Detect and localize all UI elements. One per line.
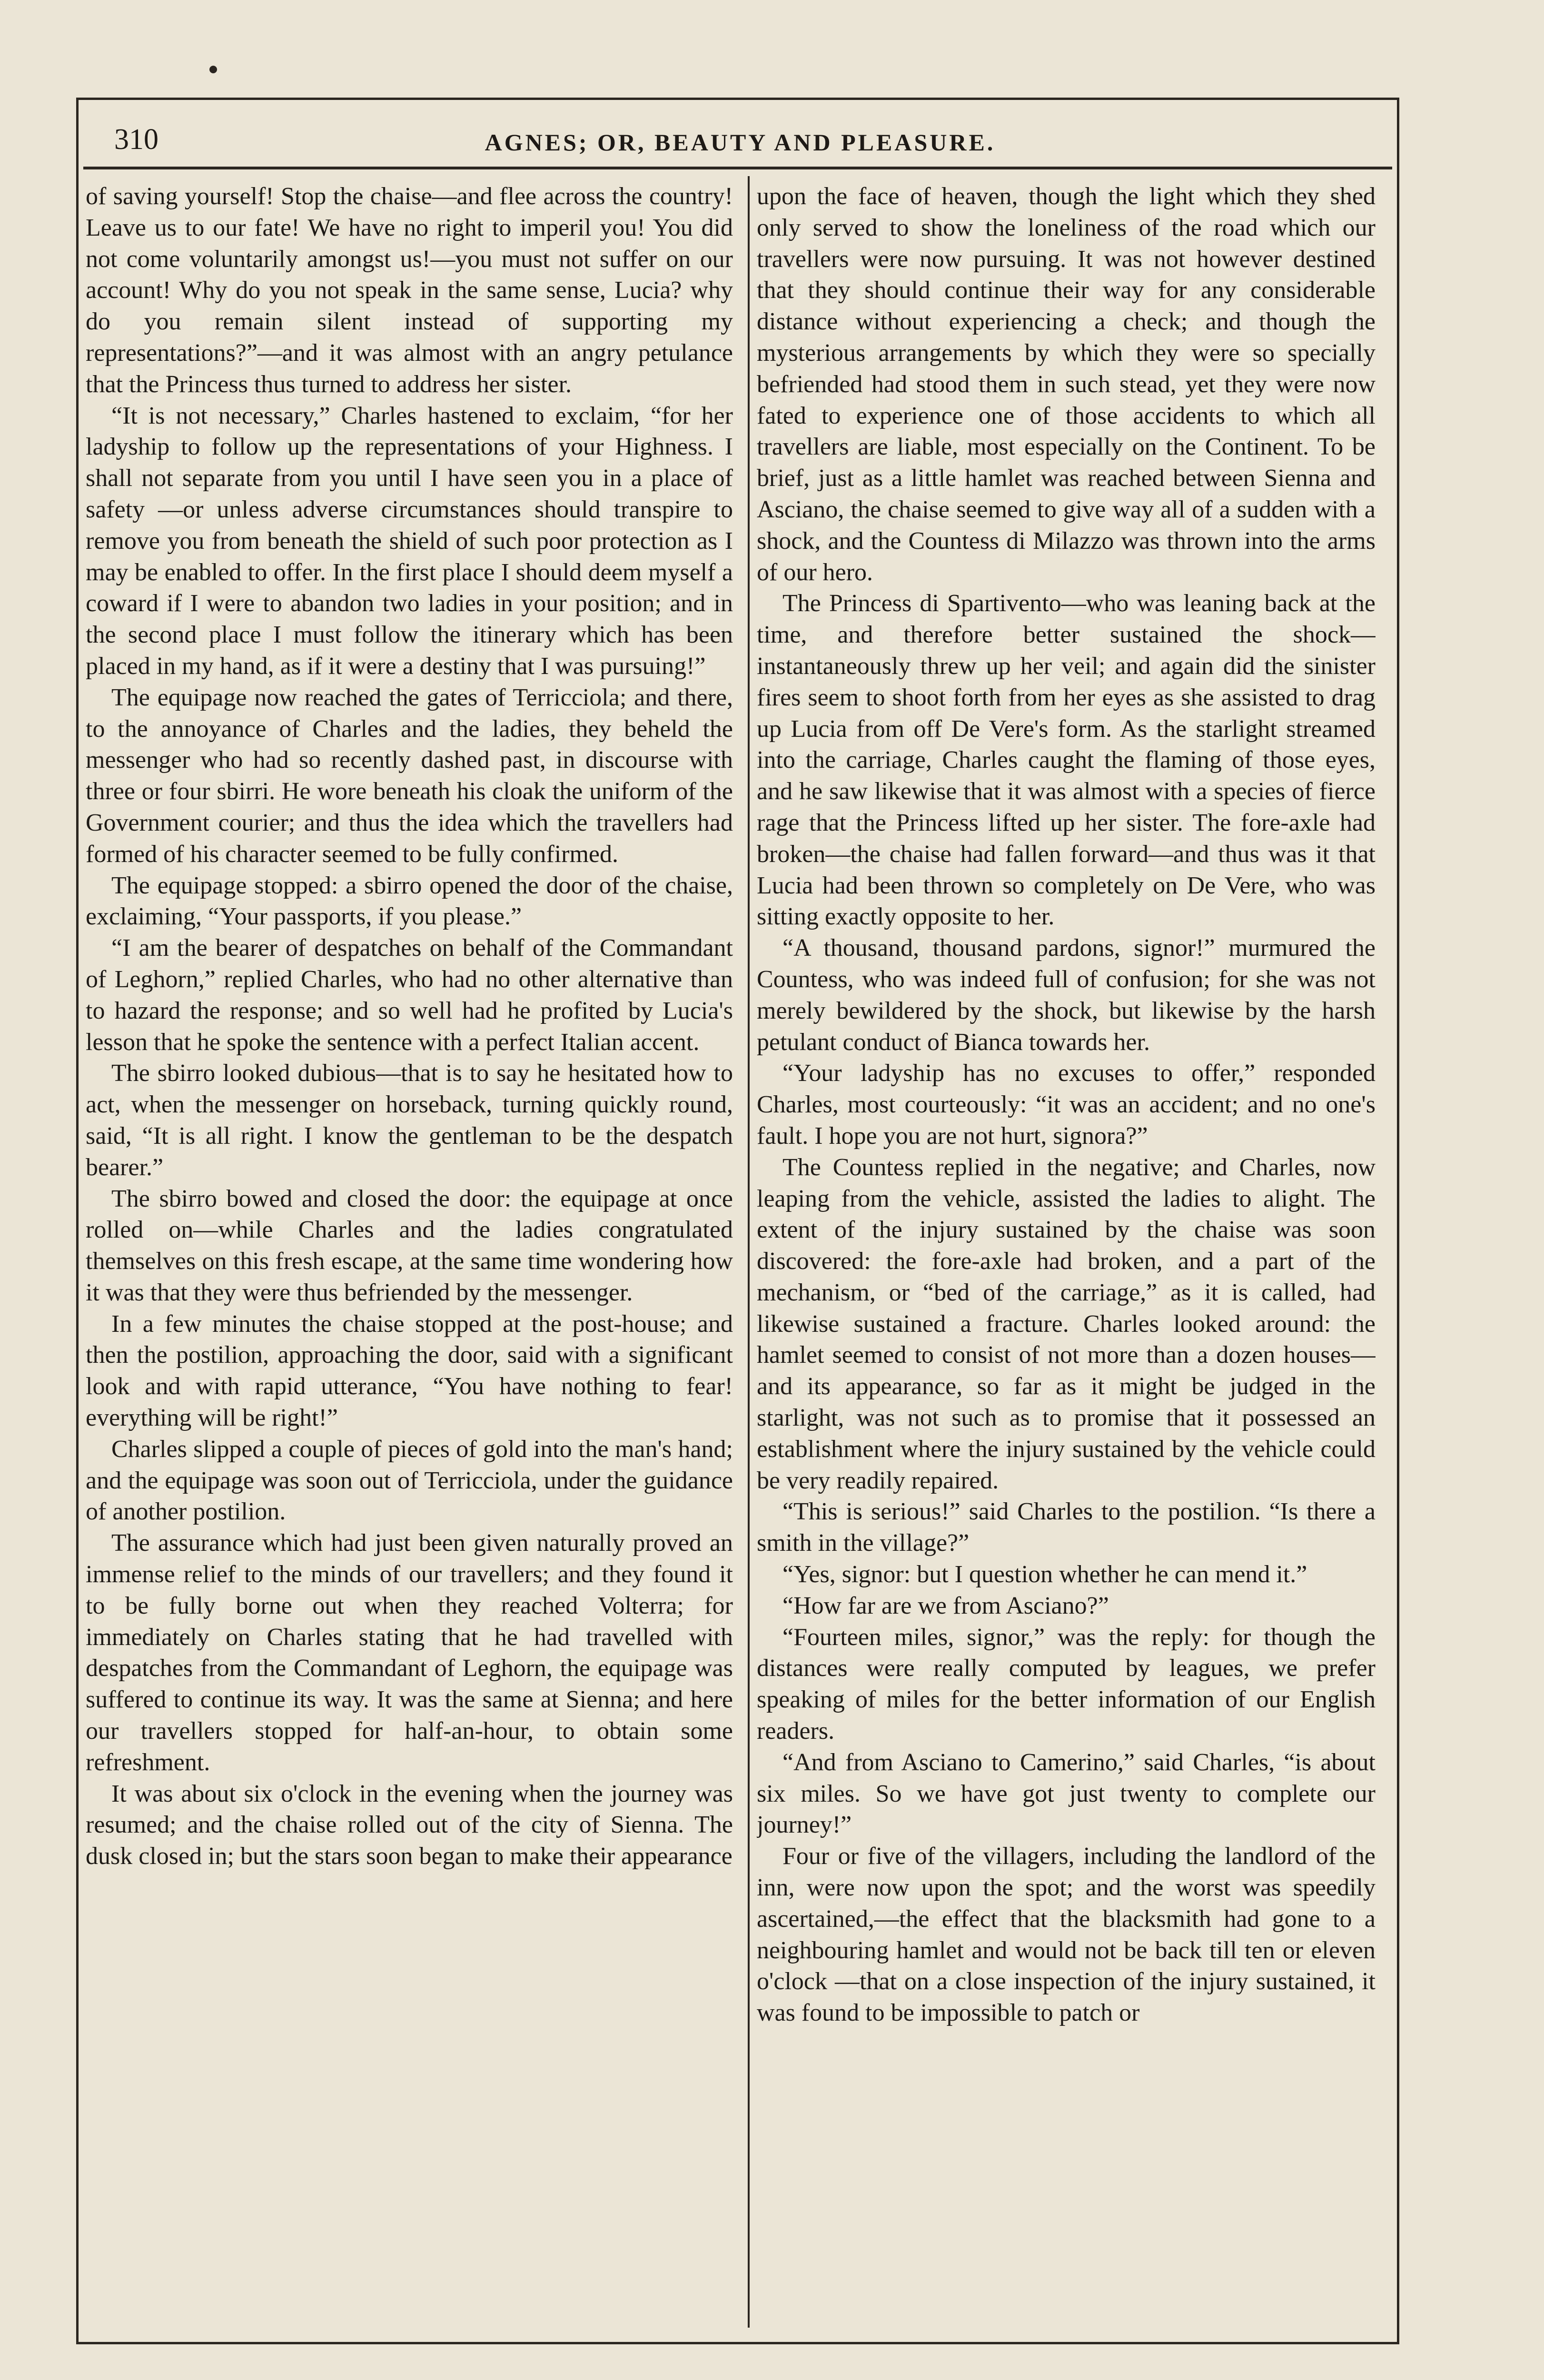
page-header [114,114,1366,167]
paragraph: The sbirro looked dubious—that is to say he hesitated how to act, when the messenger on horseback, turning quickly round, said, “It is all right. I know the gentleman to be the despatch bearer.” [86,1060,733,1181]
paragraph: “This is serious!” said Charles to the postilion. “Is there a smith in the village?” [757,1498,1376,1557]
paragraph: “How far are we from Asciano?” [782,1592,1109,1619]
paragraph: The Princess di Spartivento—who was leaning back at the time, and therefore better sustained the shock—instantaneously threw up her veil; and again did the sinister fires seem to shoot forth from her eyes as she assisted to drag up Lucia from off De Vere's form. As the starlight streamed into the carriage, Charles caught the flaming of those eyes, and he saw likewise that it was almost with a species of fierce rage that the Princess lifted up her sister. The fore-axle had broken—the chaise had fallen forward—and thus was it that Lucia had been thrown so completely on De Vere, who was sitting exactly opposite to her. [757,590,1376,931]
ink-speck [209,66,217,73]
paragraph: The Countess replied in the negative; and Charles, now leaping from the vehicle, assisted the ladies to alight. The extent of the injury sustained by the chaise was soon discovered: the fore-axle had broken, and a part of the mechanism, or “bed of the carriage,” as it is called, had likewise sustained a fracture. Charles looked around: the hamlet seemed to consist of not more than a dozen houses—and its appearance, so far as it might be judged in the starlight, was not such as to promise that it possessed an establishment where the injury sustained by the vehicle could be very readily repaired. [757,1153,1376,1494]
paragraph: “Your ladyship has no excuses to offer,” responded Charles, most courteously: “it was an accident; and no one's fault. I hope you are not hurt, signora?” [757,1060,1376,1150]
paragraph: of saving yourself! Stop the chaise—and flee across the country! Leave us to our fate! We have no right to imperil you! You did not come voluntarily amongst us!—you must not suffer on our account! Why do you not speak in the same sense, Lucia? why do you remain silent instead of supporting my representations?”—and it was almost with an angry petulance that the Princess thus turned to address her sister. [86,183,733,398]
page-number: 310 [114,123,158,156]
column-divider [748,176,750,2328]
paragraph: In a few minutes the chaise stopped at the post-house; and then the postilion, approaching the door, said with a significant look and with rapid utterance, “You have nothing to fear! everything will be right!” [86,1310,733,1432]
paragraph: upon the face of heaven, though the light which they shed only served to show the loneliness of the road which our travellers were now pursuing. It was not however destined that they should continue their way for any considerable distance without experiencing a check; and though the mysterious arrangements by which they were so specially befriended had stood them in such stead, yet they were now fated to experience one of those accidents to which all travellers are liable, most especially on the Continent. To be brief, just as a little hamlet was reached between Sienna and Asciano, the chaise seemed to give way all of a sudden with a shock, and the Countess di Milazzo was thrown into the arms of our hero. [757,183,1376,586]
paragraph: It was about six o'clock in the evening when the journey was resumed; and the chaise rolled out of the city of Sienna. The dusk closed in; but the stars soon began to make their appearance [86,1780,733,1870]
paragraph: “Fourteen miles, signor,” was the reply: for though the distances were really computed by leagues, we prefer speaking of miles for the better information of our English readers. [757,1623,1376,1745]
header-rule [83,167,1392,169]
paragraph: Charles slipped a couple of pieces of gold into the man's hand; and the equipage was soon out of Terricciola, under the guidance of another postilion. [86,1435,733,1526]
left-column [86,181,733,2332]
paragraph: “And from Asciano to Camerino,” said Charles, “is about six miles. So we have got just twenty to complete our journey!” [757,1748,1376,1839]
paragraph: The equipage now reached the gates of Terricciola; and there, to the annoyance of Charles and the ladies, they beheld the messenger who had so recently dashed past, in discourse with three or four sbirri. He wore beneath his cloak the uniform of the Government courier; and thus the idea which the travellers had formed of his character seemed to be fully confirmed. [86,684,733,868]
paragraph: “It is not necessary,” Charles hastened to exclaim, “for her ladyship to follow up the representations of your Highness. I shall not separate from you until I have seen you in a place of safety —or unless adverse circumstances should transpire to remove you from beneath the shield of such poor protection as I may be enabled to offer. In the first place I should deem myself a coward if I were to abandon two ladies in your position; and in the second place I must follow the itinerary which has been placed in my hand, as if it were a destiny that I was pursuing!” [86,402,733,680]
paragraph: “A thousand, thousand pardons, signor!” murmured the Countess, who was indeed full of confusion; for she was not merely bewildered by the shock, but likewise by the harsh petulant conduct of Bianca towards her. [757,934,1376,1056]
paragraph: The equipage stopped: a sbirro opened the door of the chaise, exclaiming, “Your passports, if you please.” [86,872,733,931]
paragraph: “I am the bearer of despatches on behalf of the Commandant of Leghorn,” replied Charles, who had no other alternative than to hazard the response; and so well had he profited by Lucia's lesson that he spoke the sentence with a perfect Italian accent. [86,934,733,1056]
right-column [757,181,1376,2332]
paragraph: Four or five of the villagers, including the landlord of the inn, were now upon the spot; and the worst was speedily ascertained,—the effect that the blacksmith had gone to a neighbouring hamlet and would not be back till ten or eleven o'clock —that on a close inspection of the injury sustained, it was found to be impossible to patch or [757,1843,1376,2027]
running-title: AGNES; OR, BEAUTY AND PLEASURE. [485,129,996,156]
paragraph: “Yes, signor: but I question whether he can mend it.” [782,1561,1307,1588]
paragraph: The sbirro bowed and closed the door: the equipage at once rolled on—while Charles and the ladies congratulated themselves on this fresh escape, at the same time wondering how it was that they were thus befriended by the messenger. [86,1185,733,1306]
paragraph: The assurance which had just been given naturally proved an immense relief to the minds of our travellers; and they found it to be fully borne out when they reached Volterra; for immediately on Charles stating that he had travelled with despatches from the Commandant of Leghorn, the equipage was suffered to continue its way. It was the same at Sienna; and here our travellers stopped for half-an-hour, to obtain some refreshment. [86,1529,733,1776]
